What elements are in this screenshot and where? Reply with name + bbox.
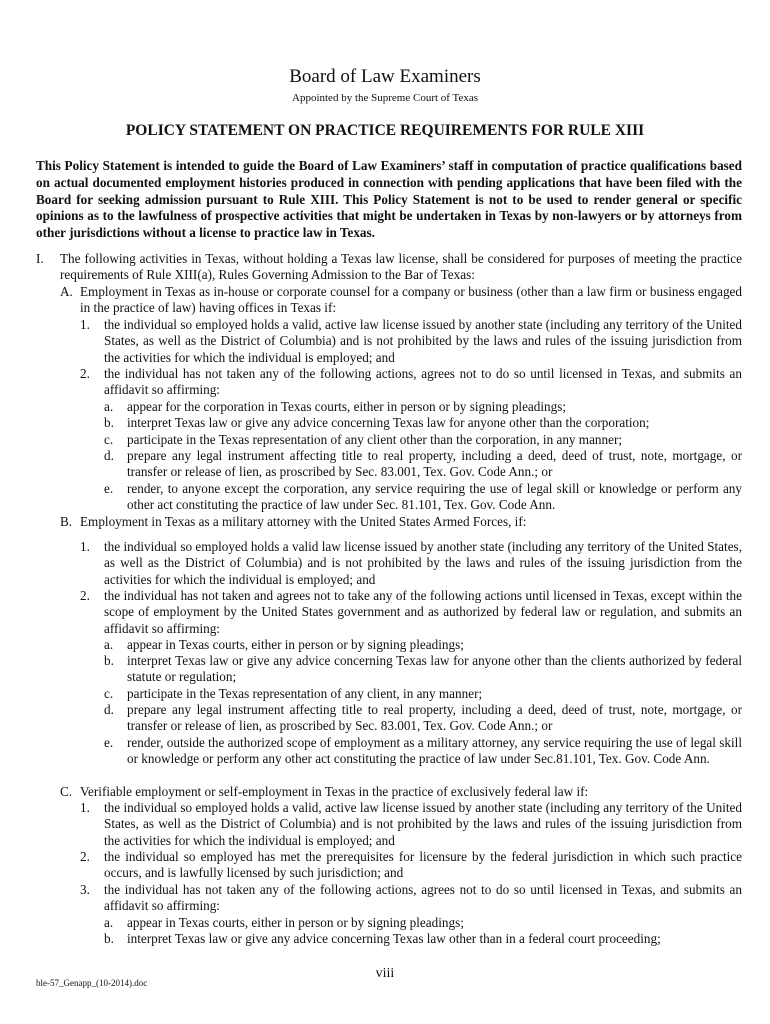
section-A-marker: A. <box>60 284 73 299</box>
B-item-2-text: the individual has not taken and agrees not to take any of the following actions until licensed in Texas, except within the scope of employment by the United States government and as authorized by federal law or regulation, and submits an affidavit so affirming: <box>104 588 742 636</box>
C-item-1-marker: 1. <box>80 800 90 815</box>
page-number: viii <box>375 966 395 981</box>
B-sub-a-text: appear in Texas courts, either in person or by signing pleadings; <box>127 637 464 652</box>
A-sub-c-text: participate in the Texas representation of any client other than the corporation, in any manner; <box>127 432 623 447</box>
section-I-text: The following activities in Texas, without holding a Texas law license, shall be considered for purposes of meeting the practice requirements of Rule XIII(a), Rules Governing Admission to the Bar of Texas: <box>60 251 742 283</box>
C-sub-b-text: interpret Texas law or give any advice concerning Texas law other than in a federal court proceeding; <box>127 931 661 946</box>
B-sub-e-marker: e. <box>104 735 114 750</box>
A-sub-b-marker: b. <box>104 415 114 430</box>
C-item-3-marker: 3. <box>80 882 90 897</box>
B-sub-a-marker: a. <box>104 637 114 652</box>
intro-paragraph: This Policy Statement is intended to guide the Board of Law Examiners’ staff in computation of practice qualifications based on actual documented employment histories produced in connection with pending applications that have been filed with the Board for seeking admission pursuant to Rule XIII. This Policy Statement is not to be used to render general or specific opinions as to the lawfulness of prospective activities that might be undertaken in Texas by non-lawyers or by attorneys from other jurisdictions without a license to practice law in Texas. <box>36 158 742 241</box>
A-item-1-text: the individual so employed holds a valid, active law license issued by another state (including any territory of the United States, as well as the District of Columbia) and is not prohibited by the laws and rules of the issuing jurisdiction from the activities for which the individual is employed; and <box>104 317 742 365</box>
A-item-2-marker: 2. <box>80 366 90 381</box>
section-I-marker: I. <box>36 251 44 266</box>
C-sub-b-marker: b. <box>104 931 114 946</box>
B-sub-d-marker: d. <box>104 702 114 717</box>
A-sub-a-marker: a. <box>104 399 114 414</box>
A-sub-b-text: interpret Texas law or give any advice concerning Texas law for anyone other than the corporation; <box>127 415 650 430</box>
section-C-text: Verifiable employment or self-employment in Texas in the practice of exclusively federal law if: <box>80 784 589 799</box>
B-sub-b-text: interpret Texas law or give any advice concerning Texas law for anyone other than the clients authorized by federal statute or regulation; <box>127 653 742 685</box>
B-item-2-marker: 2. <box>80 588 90 603</box>
section-C-marker: C. <box>60 784 73 799</box>
A-sub-d-marker: d. <box>104 448 114 463</box>
C-item-3-text: the individual has not taken any of the following actions, agrees not to do so until licensed in Texas, and submits an affidavit so affirming: <box>104 882 742 914</box>
C-item-2-marker: 2. <box>80 849 90 864</box>
B-item-1-text: the individual so employed holds a valid law license issued by another state (including any territory of the United States, as well as the District of Columbia) and is not prohibited by the laws and rules of the issuing jurisdiction from the activities for which the individual is employed; and <box>104 539 742 587</box>
C-sub-a-marker: a. <box>104 915 114 930</box>
C-item-1-text: the individual so employed holds a valid, active law license issued by another state (including any territory of the United States, as well as the District of Columbia) and is not prohibited by the laws and rules of the issuing jurisdiction from the activities for which the individual is employed; and <box>104 800 742 848</box>
B-sub-d-text: prepare any legal instrument affecting title to real property, including a deed, deed of trust, note, mortgage, or transfer or release of lien, as proscribed by Sec. 83.001, Tex. Gov. Code Ann.; or <box>127 702 742 734</box>
section-B-text: Employment in Texas as a military attorney with the United States Armed Forces, if: <box>80 514 527 529</box>
section-B-marker: B. <box>60 514 73 529</box>
section-A-text: Employment in Texas as in-house or corporate counsel for a company or business (other than a law firm or business engaged in the practice of law) having offices in Texas if: <box>80 284 742 316</box>
footer-filename: ble-57_Genapp_(10-2014).doc <box>36 978 148 988</box>
C-sub-a-text: appear in Texas courts, either in person or by signing pleadings; <box>127 915 464 930</box>
B-sub-b-marker: b. <box>104 653 114 668</box>
policy-heading: POLICY STATEMENT ON PRACTICE REQUIREMENTS FOR RULE XIII <box>125 122 645 139</box>
document-subtitle: Appointed by the Supreme Court of Texas <box>292 92 478 104</box>
B-sub-c-text: participate in the Texas representation of any client, in any manner; <box>127 686 483 701</box>
A-sub-a-text: appear for the corporation in Texas courts, either in person or by signing pleadings; <box>127 399 567 414</box>
C-item-2-text: the individual so employed has met the prerequisites for licensure by the federal jurisdiction in which such practice occurs, and is lawfully licensed by such jurisdiction; and <box>104 849 742 881</box>
B-sub-c-marker: c. <box>104 686 114 701</box>
A-sub-c-marker: c. <box>104 432 114 447</box>
A-sub-e-text: render, to anyone except the corporation, any service requiring the use of legal skill or knowledge or perform any other act constituting the practice of law under Sec. 81.101, Tex. Gov. Code Ann. <box>127 481 742 513</box>
B-item-1-marker: 1. <box>80 539 90 554</box>
A-item-1-marker: 1. <box>80 317 90 332</box>
A-item-2-text: the individual has not taken any of the following actions, agrees not to do so until licensed in Texas, and submits an affidavit so affirming: <box>104 366 742 398</box>
A-sub-d-text: prepare any legal instrument affecting title to real property, including a deed, deed of trust, note, mortgage, or transfer or release of lien, as proscribed by Sec. 83.001, Tex. Gov. Code Ann.; or <box>127 448 742 480</box>
A-sub-e-marker: e. <box>104 481 114 496</box>
document-title: Board of Law Examiners <box>289 66 481 87</box>
B-sub-e-text: render, outside the authorized scope of employment as a military attorney, any service requiring the use of legal skill or knowledge or perform any other act constituting the practice of law under Sec.81.101, Tex. Gov. Code Ann. <box>127 735 742 767</box>
